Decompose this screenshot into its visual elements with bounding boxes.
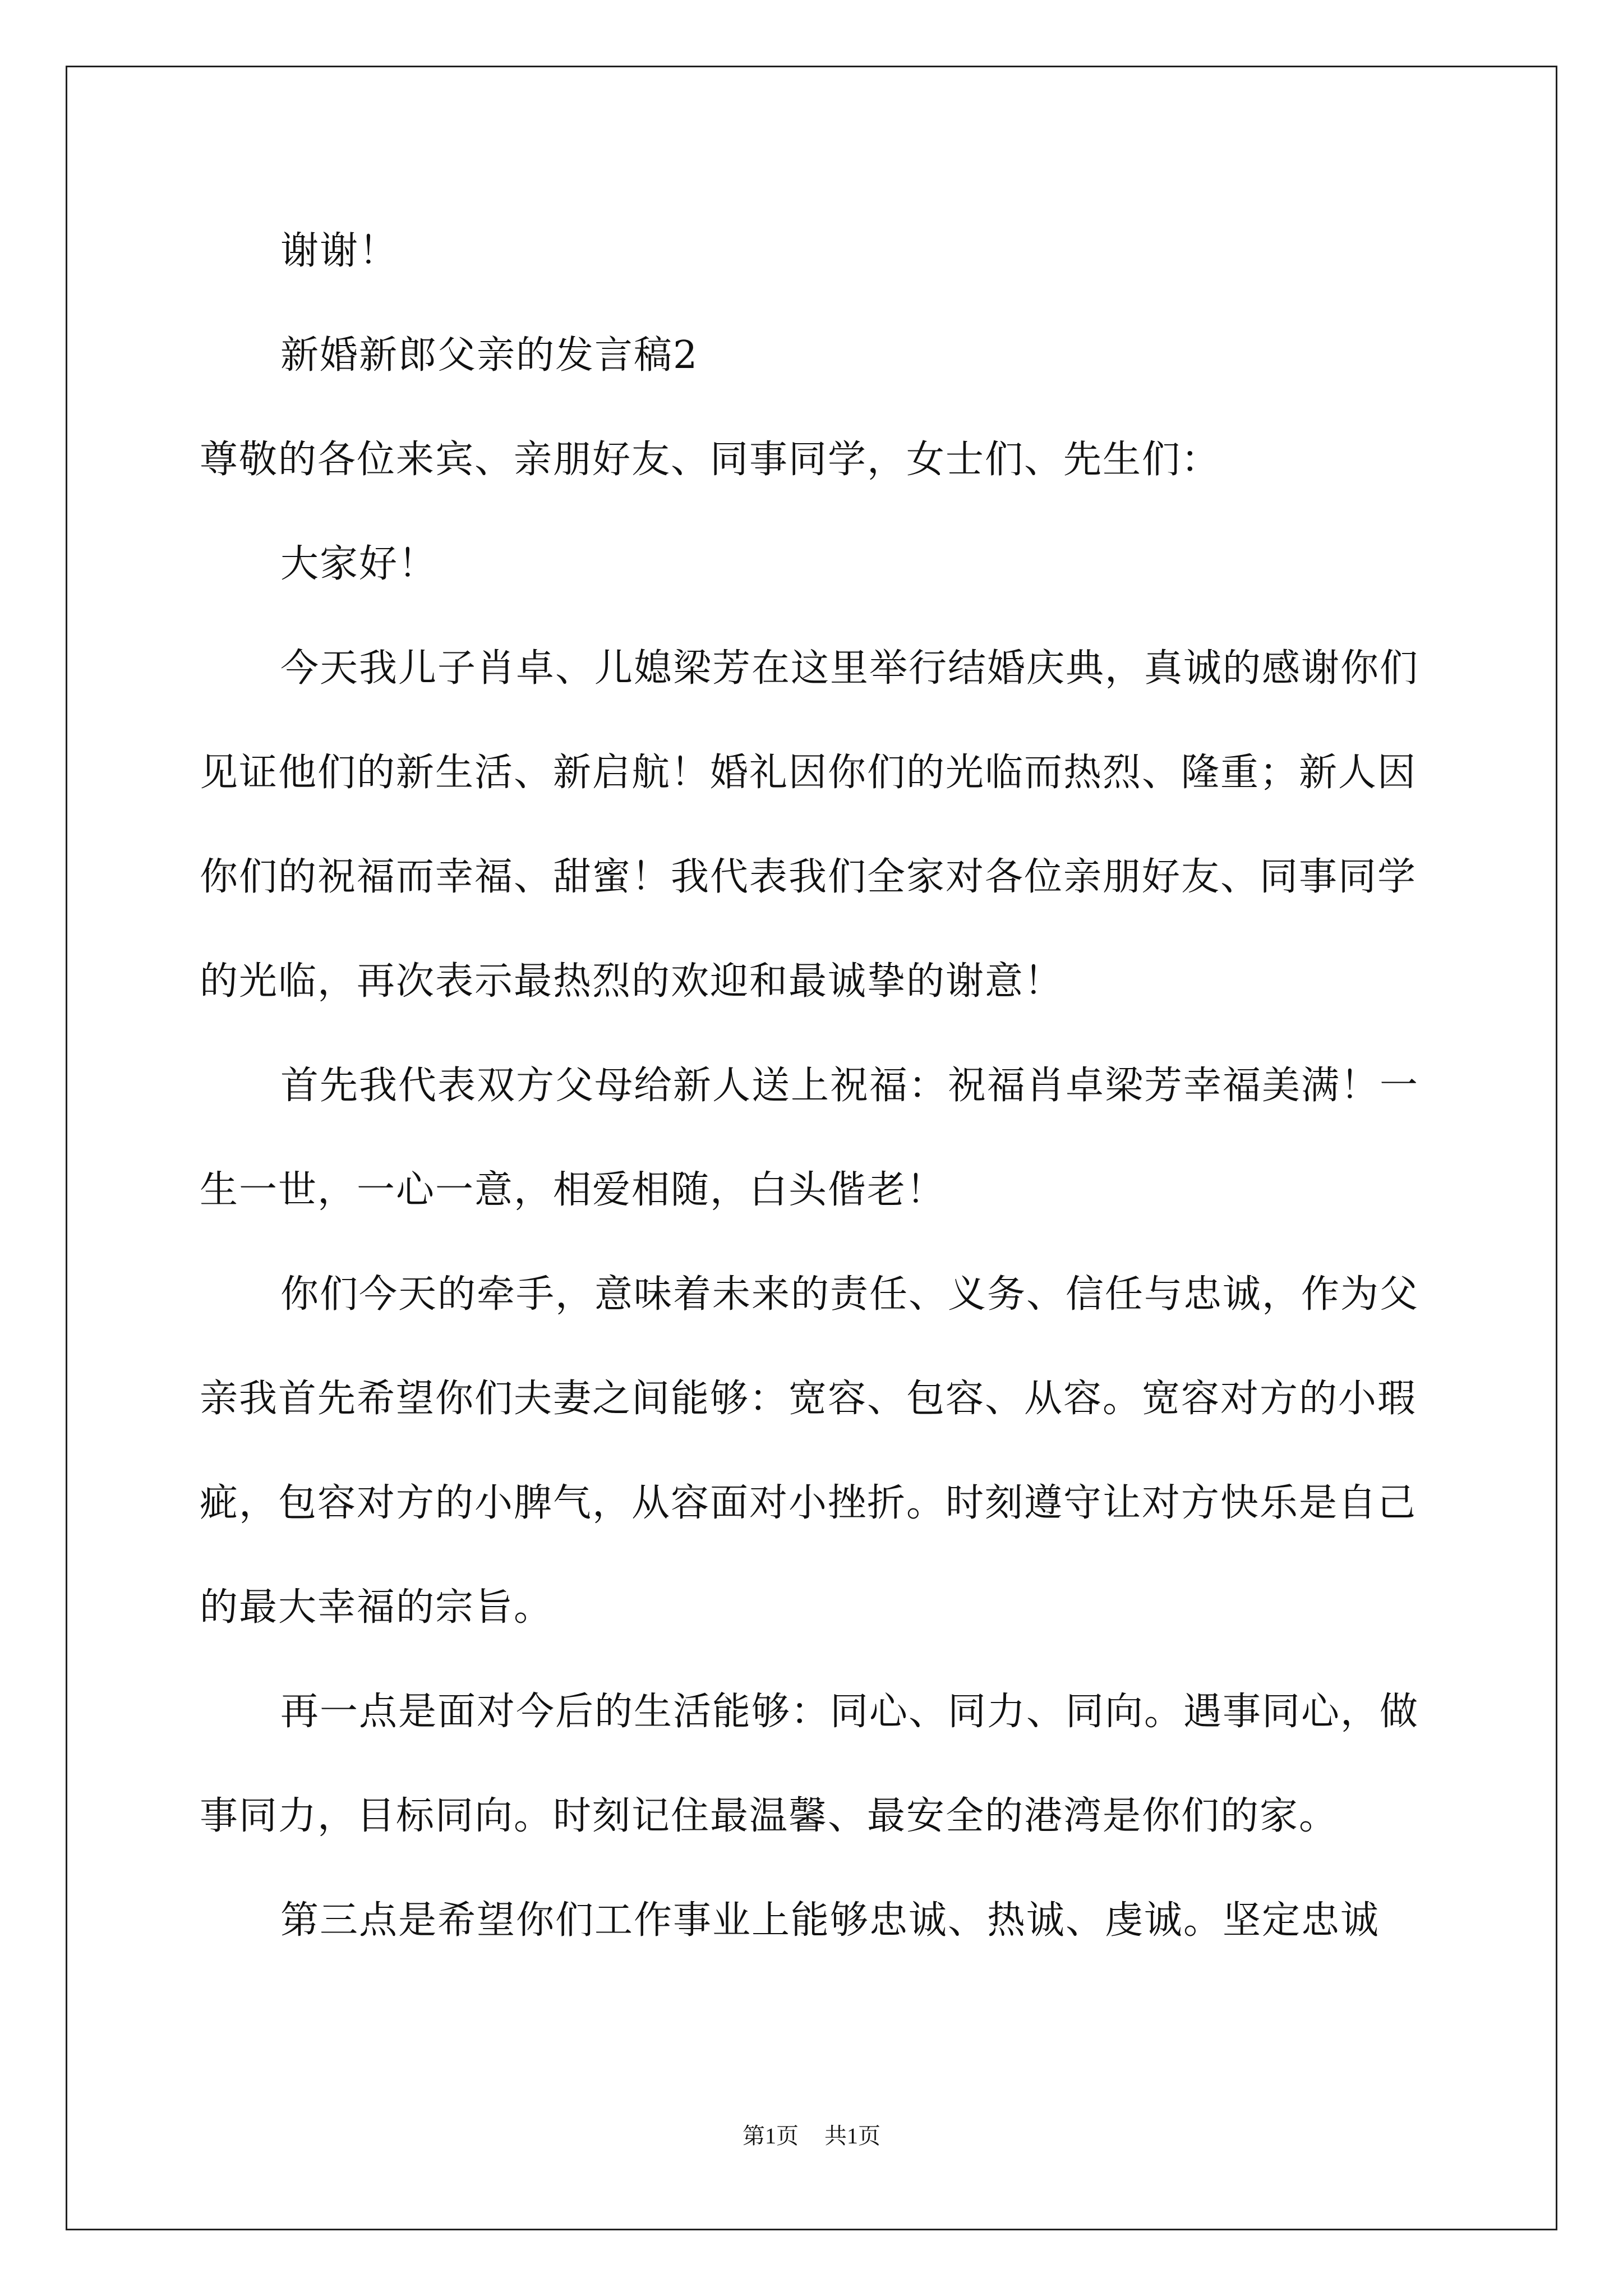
paragraph-welcome: 今天我儿子肖卓、儿媳梁芳在这里举行结婚庆典，真诚的感谢你们见证他们的新生活、新启航！婚礼因你们的光临而热烈、隆重；新人因你们的祝福而幸福、甜蜜！我代表我们全家对各位亲朋好友、同事同学的光临，再次表示最热烈的欢迎和最诚挚的谢意！ bbox=[200, 646, 1419, 1004]
greeting: 大家好！ bbox=[280, 542, 438, 586]
paragraph-thanks: 谢谢！ bbox=[280, 229, 399, 273]
paragraph-tolerance: 你们今天的牵手，意味着未来的责任、义务、信任与忠诚，作为父亲我首先希望你们夫妻之间能够：宽容、包容、从容。宽容对方的小瑕疵，包容对方的小脾气，从容面对小挫折。时刻遵守让对方快乐是自己的最大幸福的宗旨。 bbox=[200, 1272, 1419, 1630]
page-footer bbox=[0, 2119, 1623, 2153]
paragraph-career: 第三点是希望你们工作事业上能够忠诚、热诚、虔诚。坚定忠诚 bbox=[280, 1898, 1380, 1943]
salutation: 尊敬的各位来宾、亲朋好友、同事同学，女士们、先生们： bbox=[200, 438, 1221, 482]
paragraph-blessing: 首先我代表双方父母给新人送上祝福：祝福肖卓梁芳幸福美满！一生一世，一心一意，相爱相随，白头偕老！ bbox=[200, 1064, 1419, 1212]
page-total: 共1页 bbox=[824, 2123, 880, 2148]
page-number: 第1页 bbox=[743, 2123, 799, 2148]
paragraph-unity: 再一点是面对今后的生活能够：同心、同力、同向。遇事同心，做事同力，目标同向。时刻记住最温馨、最安全的港湾是你们的家。 bbox=[200, 1690, 1419, 1838]
section-heading: 新婚新郎父亲的发言稿2 bbox=[280, 333, 699, 378]
